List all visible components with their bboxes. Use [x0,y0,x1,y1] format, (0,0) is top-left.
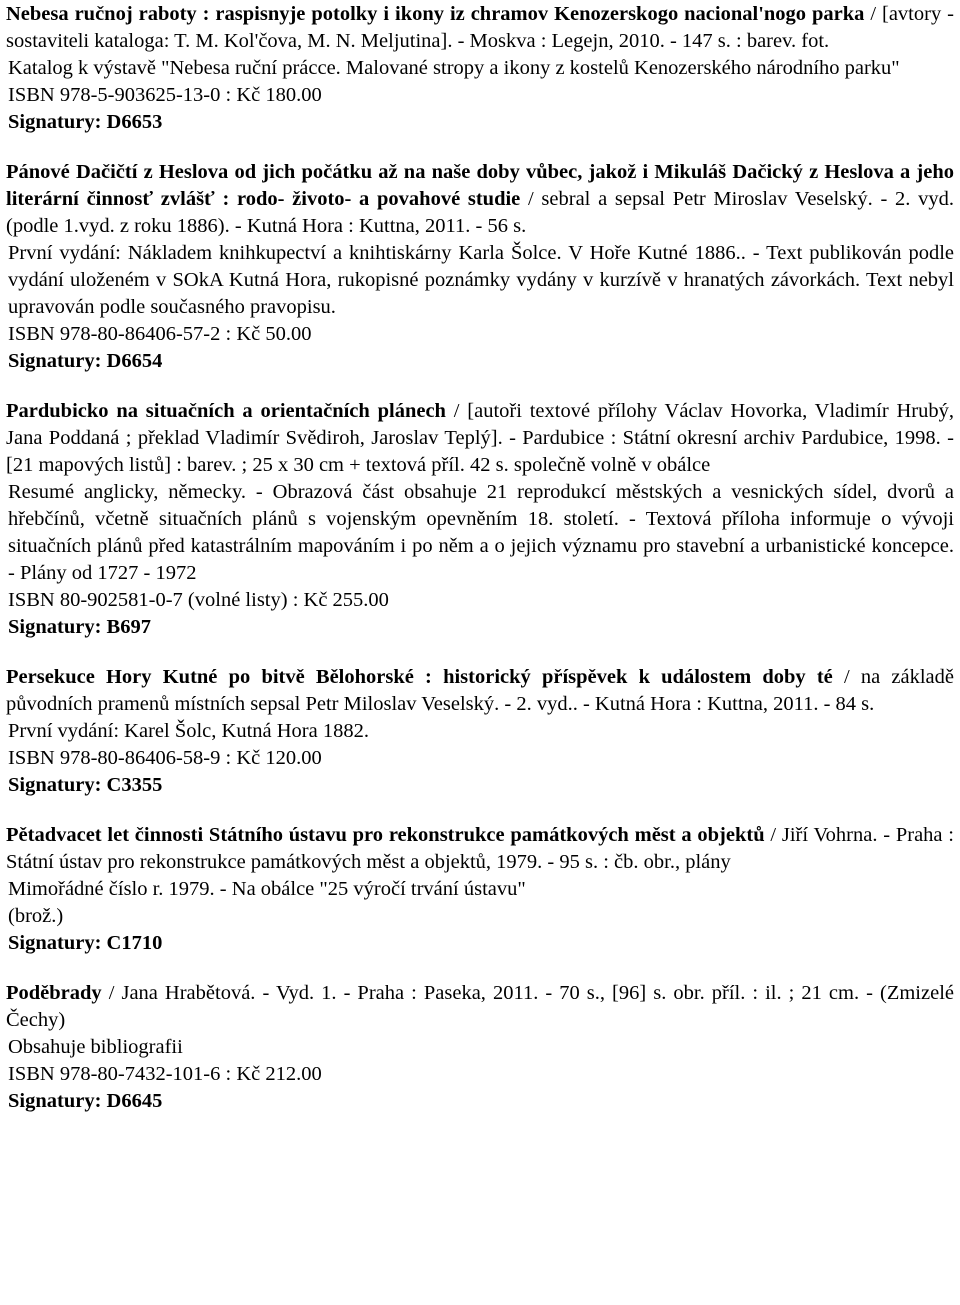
entry-description [6,159,954,240]
entry-title: Pardubicko na situačních a orientačních plánech [6,400,446,422]
entry-signature: Signatury: D6653 [8,111,163,133]
entry-title: Poděbrady [6,982,102,1004]
entry-description [6,980,954,1034]
entry-note: Katalog k výstavě "Nebesa ruční prácce. Malované stropy a ikony z kostelů Kenozerského národního parku" [8,57,900,79]
catalog-entry [6,822,954,957]
entry-signature: Signatury: B697 [8,616,151,638]
entry-note: První vydání: Nákladem knihkupectví a knihtiskárny Karla Šolce. V Hoře Kutné 1886.. - Text publikován podle vydání uloženém v SOkA Kutná Hora, rukopisné poznámky vydány v kurzívě v hranatých závorkách. Text nebyl upravován podle současného pravopisu. [8,242,954,318]
entry-note: Obsahuje bibliografii [8,1036,183,1058]
entry-title: Persekuce Hory Kutné po bitvě Bělohorské : historický příspěvek k událostem doby té [6,666,833,688]
catalog-entry [6,664,954,799]
entry-isbn: ISBN 978-80-7432-101-6 : Kč 212.00 [8,1063,322,1085]
entry-signature: Signatury: C3355 [8,774,163,796]
entry-description [6,664,954,718]
entry-signature: Signatury: D6654 [8,350,163,372]
entry-details: / [avtory - sostaviteli kataloga: T. M. Kol'čova, M. N. Meljutina]. - Moskva : Legejn, 2010. - 147 s. : barev. fot. [6,3,954,52]
catalog-entry [6,1,954,136]
entry-description [6,1,954,55]
entry-isbn: ISBN 978-80-86406-58-9 : Kč 120.00 [8,747,322,769]
entry-details: / Jiří Vohrna. - Praha : Státní ústav pro rekonstrukce památkových měst a objektů, 1979. - 95 s. : čb. obr., plány [6,824,954,873]
catalog-entry [6,398,954,641]
entry-title: Pětadvacet let činnosti Státního ústavu pro rekonstrukce památkových měst a objektů [6,824,765,846]
catalog-entry [6,159,954,375]
entry-details: / na základě původních pramenů místních sepsal Petr Miloslav Veselský. - 2. vyd.. - Kutná Hora : Kuttna, 2011. - 84 s. [6,666,955,715]
entry-note: Resumé anglicky, německy. - Obrazová část obsahuje 21 reprodukcí městských a vesnických sídel, dvorů a hřebčínů, včetně situačních plánů s vojenským opevněním 18. století. - Textová příloha informuje o vývoji situačních plánů před katastrálním mapováním i po něm a o jejich významu pro stavební a urbanistické koncepce. - Plány od 1727 - 1972 [8,481,954,584]
entry-description [6,822,954,876]
entry-isbn: ISBN 978-5-903625-13-0 : Kč 180.00 [8,84,322,106]
entry-isbn: ISBN 80-902581-0-7 (volné listy) : Kč 255.00 [8,589,389,611]
entry-binding-note: (brož.) [8,905,64,927]
catalog-entry [6,980,954,1115]
entry-details: / Jana Hrabětová. - Vyd. 1. - Praha : Paseka, 2011. - 70 s., [96] s. obr. příl. : il. ; 21 cm. - (Zmizelé Čechy) [6,982,954,1031]
entry-note: První vydání: Karel Šolc, Kutná Hora 1882. [8,720,369,742]
entry-signature: Signatury: C1710 [8,932,163,954]
entry-description [6,398,954,479]
entry-title: Nebesa ručnoj raboty : raspisnyje potolky i ikony iz chramov Kenozerskogo nacional'nogo parka [6,3,865,25]
entry-note: Mimořádné číslo r. 1979. - Na obálce "25 výročí trvání ústavu" [8,878,526,900]
entry-details: / [autoři textové přílohy Václav Hovorka, Vladimír Hrubý, Jana Poddaná ; překlad Vladimír Svědiroh, Jaroslav Teplý]. - Pardubice : Státní okresní archiv Pardubice, 1998. - [21 mapových listů] : barev. ; 25 x 30 cm + textová příl. 42 s. společně volně v obálce [6,400,954,476]
entry-signature: Signatury: D6645 [8,1090,163,1112]
entry-title: Pánové Dačičtí z Heslova od jich počátku až na naše doby vůbec, jakož i Mikuláš Dačický z Heslova a jeho literární činnosť zvlášť : rodo- životo- a povahové studie [6,161,954,210]
entry-isbn: ISBN 978-80-86406-57-2 : Kč 50.00 [8,323,312,345]
entry-details: / sebral a sepsal Petr Miroslav Veselský. - 2. vyd. (podle 1.vyd. z roku 1886). - Kutná Hora : Kuttna, 2011. - 56 s. [6,188,954,237]
